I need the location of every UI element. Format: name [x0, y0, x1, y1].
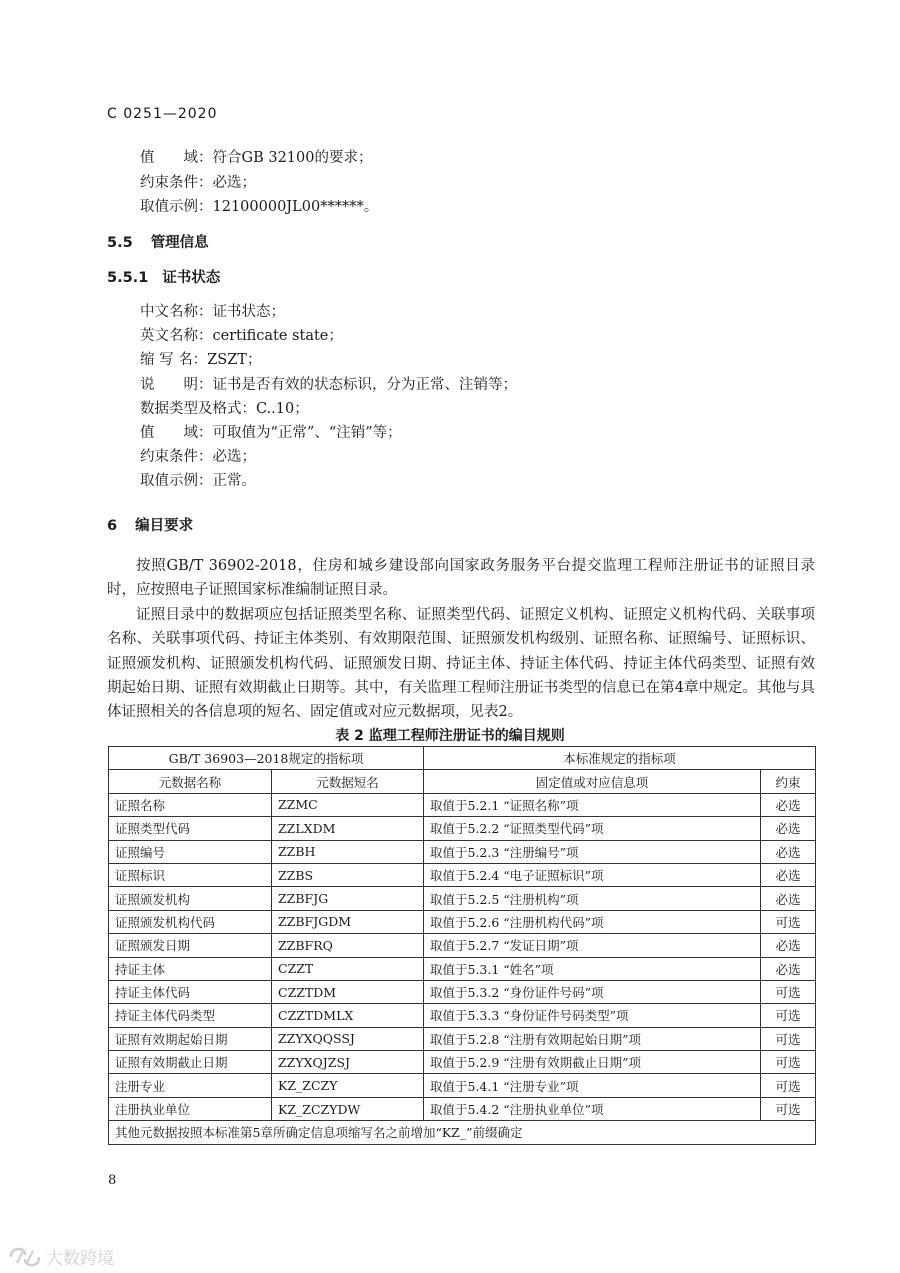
- field-row: [140, 397, 309, 418]
- table-cell: 证照有效期起始日期: [109, 1027, 272, 1050]
- table-cell: 证照标识: [109, 863, 272, 886]
- section-number: 6: [107, 518, 118, 534]
- table-cell: 证照颁发机构代码: [109, 910, 272, 933]
- table-cell: 必选: [761, 863, 816, 886]
- column-header: 固定值或对应信息项: [424, 770, 761, 793]
- table-cell: 持证主体代码: [109, 980, 272, 1003]
- field-label: 约束条件：: [140, 449, 213, 465]
- field-row: [140, 445, 256, 466]
- table-cell: ZZBFJG: [272, 887, 424, 910]
- table-cell: 取值于5.2.7 “发证日期”项: [424, 934, 761, 957]
- field-label: 约束条件：: [140, 175, 213, 191]
- table-cell: ZZLXDM: [272, 817, 424, 840]
- cataloging-rules-table: [108, 746, 816, 1145]
- watermark: [8, 1244, 114, 1269]
- table-cell: 可选: [761, 1097, 816, 1120]
- document-code: C 0251—2020: [107, 106, 218, 122]
- table-cell: 取值于5.3.1 “姓名”项: [424, 957, 761, 980]
- field-row: [140, 324, 343, 345]
- table-cell: 取值于5.2.2 “证照类型代码”项: [424, 817, 761, 840]
- column-header: 约束: [761, 770, 816, 793]
- field-value: 正常。: [212, 473, 256, 489]
- table-cell: 注册执业单位: [109, 1097, 272, 1120]
- table-cell: ZZBFRQ: [272, 934, 424, 957]
- field-row: [140, 421, 402, 442]
- table-cell: 取值于5.2.6 “注册机构代码”项: [424, 910, 761, 933]
- table-cell: 证照编号: [109, 840, 272, 863]
- table-cell: 必选: [761, 957, 816, 980]
- table-cell: 必选: [761, 934, 816, 957]
- field-value: 符合GB 32100的要求；: [212, 150, 373, 166]
- table-cell: 可选: [761, 910, 816, 933]
- table-cell: 注册专业: [109, 1074, 272, 1097]
- table-cell: 可选: [761, 1074, 816, 1097]
- watermark-text: 大数跨境: [46, 1249, 114, 1269]
- table-cell: 取值于5.3.3 “身份证件号码类型”项: [424, 1004, 761, 1027]
- table-cell: CZZTDM: [272, 980, 424, 1003]
- table-cell: 持证主体: [109, 957, 272, 980]
- section-heading-6: [107, 514, 193, 535]
- field-label: 说 明：: [140, 377, 213, 393]
- table-cell: CZZT: [272, 957, 424, 980]
- table-row: [109, 793, 816, 816]
- field-row: [140, 469, 256, 490]
- table-cell: 证照颁发日期: [109, 934, 272, 957]
- table-row: [109, 1097, 816, 1120]
- table-row: [109, 1004, 816, 1027]
- watermark-logo-icon: [8, 1246, 42, 1268]
- table-cell: 必选: [761, 887, 816, 910]
- table-caption: 表 2 监理工程师注册证书的编目规则: [335, 728, 565, 744]
- section-number: 5.5.1: [107, 270, 149, 286]
- table-row: [109, 817, 816, 840]
- field-value: 可取值为“正常”、“注销”等；: [212, 425, 402, 441]
- group-header-gbt: GB/T 36903—2018规定的指标项: [109, 747, 424, 770]
- column-header: 元数据名称: [109, 770, 272, 793]
- table-cell: ZZBFJGDM: [272, 910, 424, 933]
- field-label: 值 域：: [140, 425, 213, 441]
- table-cell: 证照颁发机构: [109, 887, 272, 910]
- paragraph: 证照目录中的数据项应包括证照类型名称、证照类型代码、证照定义机构、证照定义机构代码、关联事项名称、关联事项代码、持证主体类别、有效期限范围、证照颁发机构级别、证照名称、证照编号、证照标识、证照颁发机构、证照颁发机构代码、证照颁发日期、持证主体、持证主体代码、持证主体代码类型、证照有效期起始日期、证照有效期截止日期等。其中，有关监理工程师注册证书类型的信息已在第4章中规定。其他与具体证照相关的各信息项的短名、固定值或对应元数据项，见表2。: [107, 606, 815, 721]
- section-title: 证书状态: [162, 270, 221, 286]
- field-label: 数据类型及格式：: [140, 401, 256, 417]
- table-row: [109, 910, 816, 933]
- field-label: 取值示例：: [140, 473, 213, 489]
- table-cell: 可选: [761, 1051, 816, 1074]
- table-cell: 取值于5.4.2 “注册执业单位”项: [424, 1097, 761, 1120]
- field-value: 12100000JL00******。: [212, 199, 379, 215]
- table-row: [109, 957, 816, 980]
- table-cell: 必选: [761, 793, 816, 816]
- table-cell: 必选: [761, 817, 816, 840]
- table-cell: 必选: [761, 840, 816, 863]
- field-value: C..10；: [256, 401, 309, 417]
- field-value: 证书是否有效的状态标识，分为正常、注销等；: [212, 377, 517, 393]
- table-row: [109, 980, 816, 1003]
- table-cell: ZZBS: [272, 863, 424, 886]
- table-cell: ZZYXQJZSJ: [272, 1051, 424, 1074]
- field-value: 必选；: [212, 449, 256, 465]
- table-row: [109, 887, 816, 910]
- field-value: certificate state；: [212, 328, 343, 344]
- table-cell: KZ_ZCZYDW: [272, 1097, 424, 1120]
- table-row: [109, 1051, 816, 1074]
- field-row: [140, 300, 285, 321]
- table-cell: 取值于5.2.8 “注册有效期起始日期”项: [424, 1027, 761, 1050]
- table-cell: 取值于5.2.1 “证照名称”项: [424, 793, 761, 816]
- table-cell: CZZTDMLX: [272, 1004, 424, 1027]
- field-value: ZSZT；: [207, 352, 262, 368]
- table-footer-row: [109, 1121, 816, 1144]
- field-label: 英文名称：: [140, 328, 213, 344]
- section-title: 编目要求: [135, 518, 194, 534]
- field-row: [140, 146, 372, 167]
- table-cell: ZZBH: [272, 840, 424, 863]
- table-row: [109, 840, 816, 863]
- field-row: [140, 373, 517, 394]
- table-footer-note: 其他元数据按照本标准第5章所确定信息项缩写名之前增加“KZ_”前缀确定: [109, 1121, 816, 1144]
- table-cell: 取值于5.2.5 “注册机构”项: [424, 887, 761, 910]
- section-number: 5.5: [107, 235, 133, 251]
- field-label: 值 域：: [140, 150, 213, 166]
- table-cell: 证照类型代码: [109, 817, 272, 840]
- section-heading-5-5-1: [107, 266, 220, 287]
- group-header-standard: 本标准规定的指标项: [424, 747, 816, 770]
- section-title: 管理信息: [150, 235, 209, 251]
- table-row: [109, 863, 816, 886]
- field-value: 必选；: [212, 175, 256, 191]
- field-row: [140, 348, 261, 369]
- table-cell: KZ_ZCZY: [272, 1074, 424, 1097]
- table-cell: 取值于5.2.9 “注册有效期截止日期”项: [424, 1051, 761, 1074]
- table-group-header-row: [109, 747, 816, 770]
- table-cell: 可选: [761, 980, 816, 1003]
- section-6-body: [107, 554, 815, 725]
- table-cell: 持证主体代码类型: [109, 1004, 272, 1027]
- column-header: 元数据短名: [272, 770, 424, 793]
- table-cell: 证照有效期截止日期: [109, 1051, 272, 1074]
- table-row: [109, 1027, 816, 1050]
- table-cell: 取值于5.2.4 “电子证照标识”项: [424, 863, 761, 886]
- table-row: [109, 934, 816, 957]
- field-row: [140, 171, 256, 192]
- paragraph: 按照GB/T 36902-2018，住房和城乡建设部向国家政务服务平台提交监理工程师注册证书的证照目录时，应按照电子证照国家标准编制证照目录。: [107, 558, 815, 599]
- field-label: 缩 写 名：: [140, 352, 208, 368]
- table-cell: 取值于5.3.2 “身份证件号码”项: [424, 980, 761, 1003]
- field-label: 中文名称：: [140, 304, 213, 320]
- table-column-header-row: [109, 770, 816, 793]
- table-cell: ZZMC: [272, 793, 424, 816]
- table-row: [109, 1074, 816, 1097]
- field-row: [140, 195, 378, 216]
- table-cell: 可选: [761, 1004, 816, 1027]
- table-cell: 取值于5.4.1 “注册专业”项: [424, 1074, 761, 1097]
- table-cell: 可选: [761, 1027, 816, 1050]
- table-cell: ZZYXQQSSJ: [272, 1027, 424, 1050]
- field-value: 证书状态；: [212, 304, 285, 320]
- section-heading-5-5: [107, 231, 209, 252]
- table-cell: 取值于5.2.3 “注册编号”项: [424, 840, 761, 863]
- table-cell: 证照名称: [109, 793, 272, 816]
- field-label: 取值示例：: [140, 199, 213, 215]
- page-number: 8: [108, 1173, 117, 1188]
